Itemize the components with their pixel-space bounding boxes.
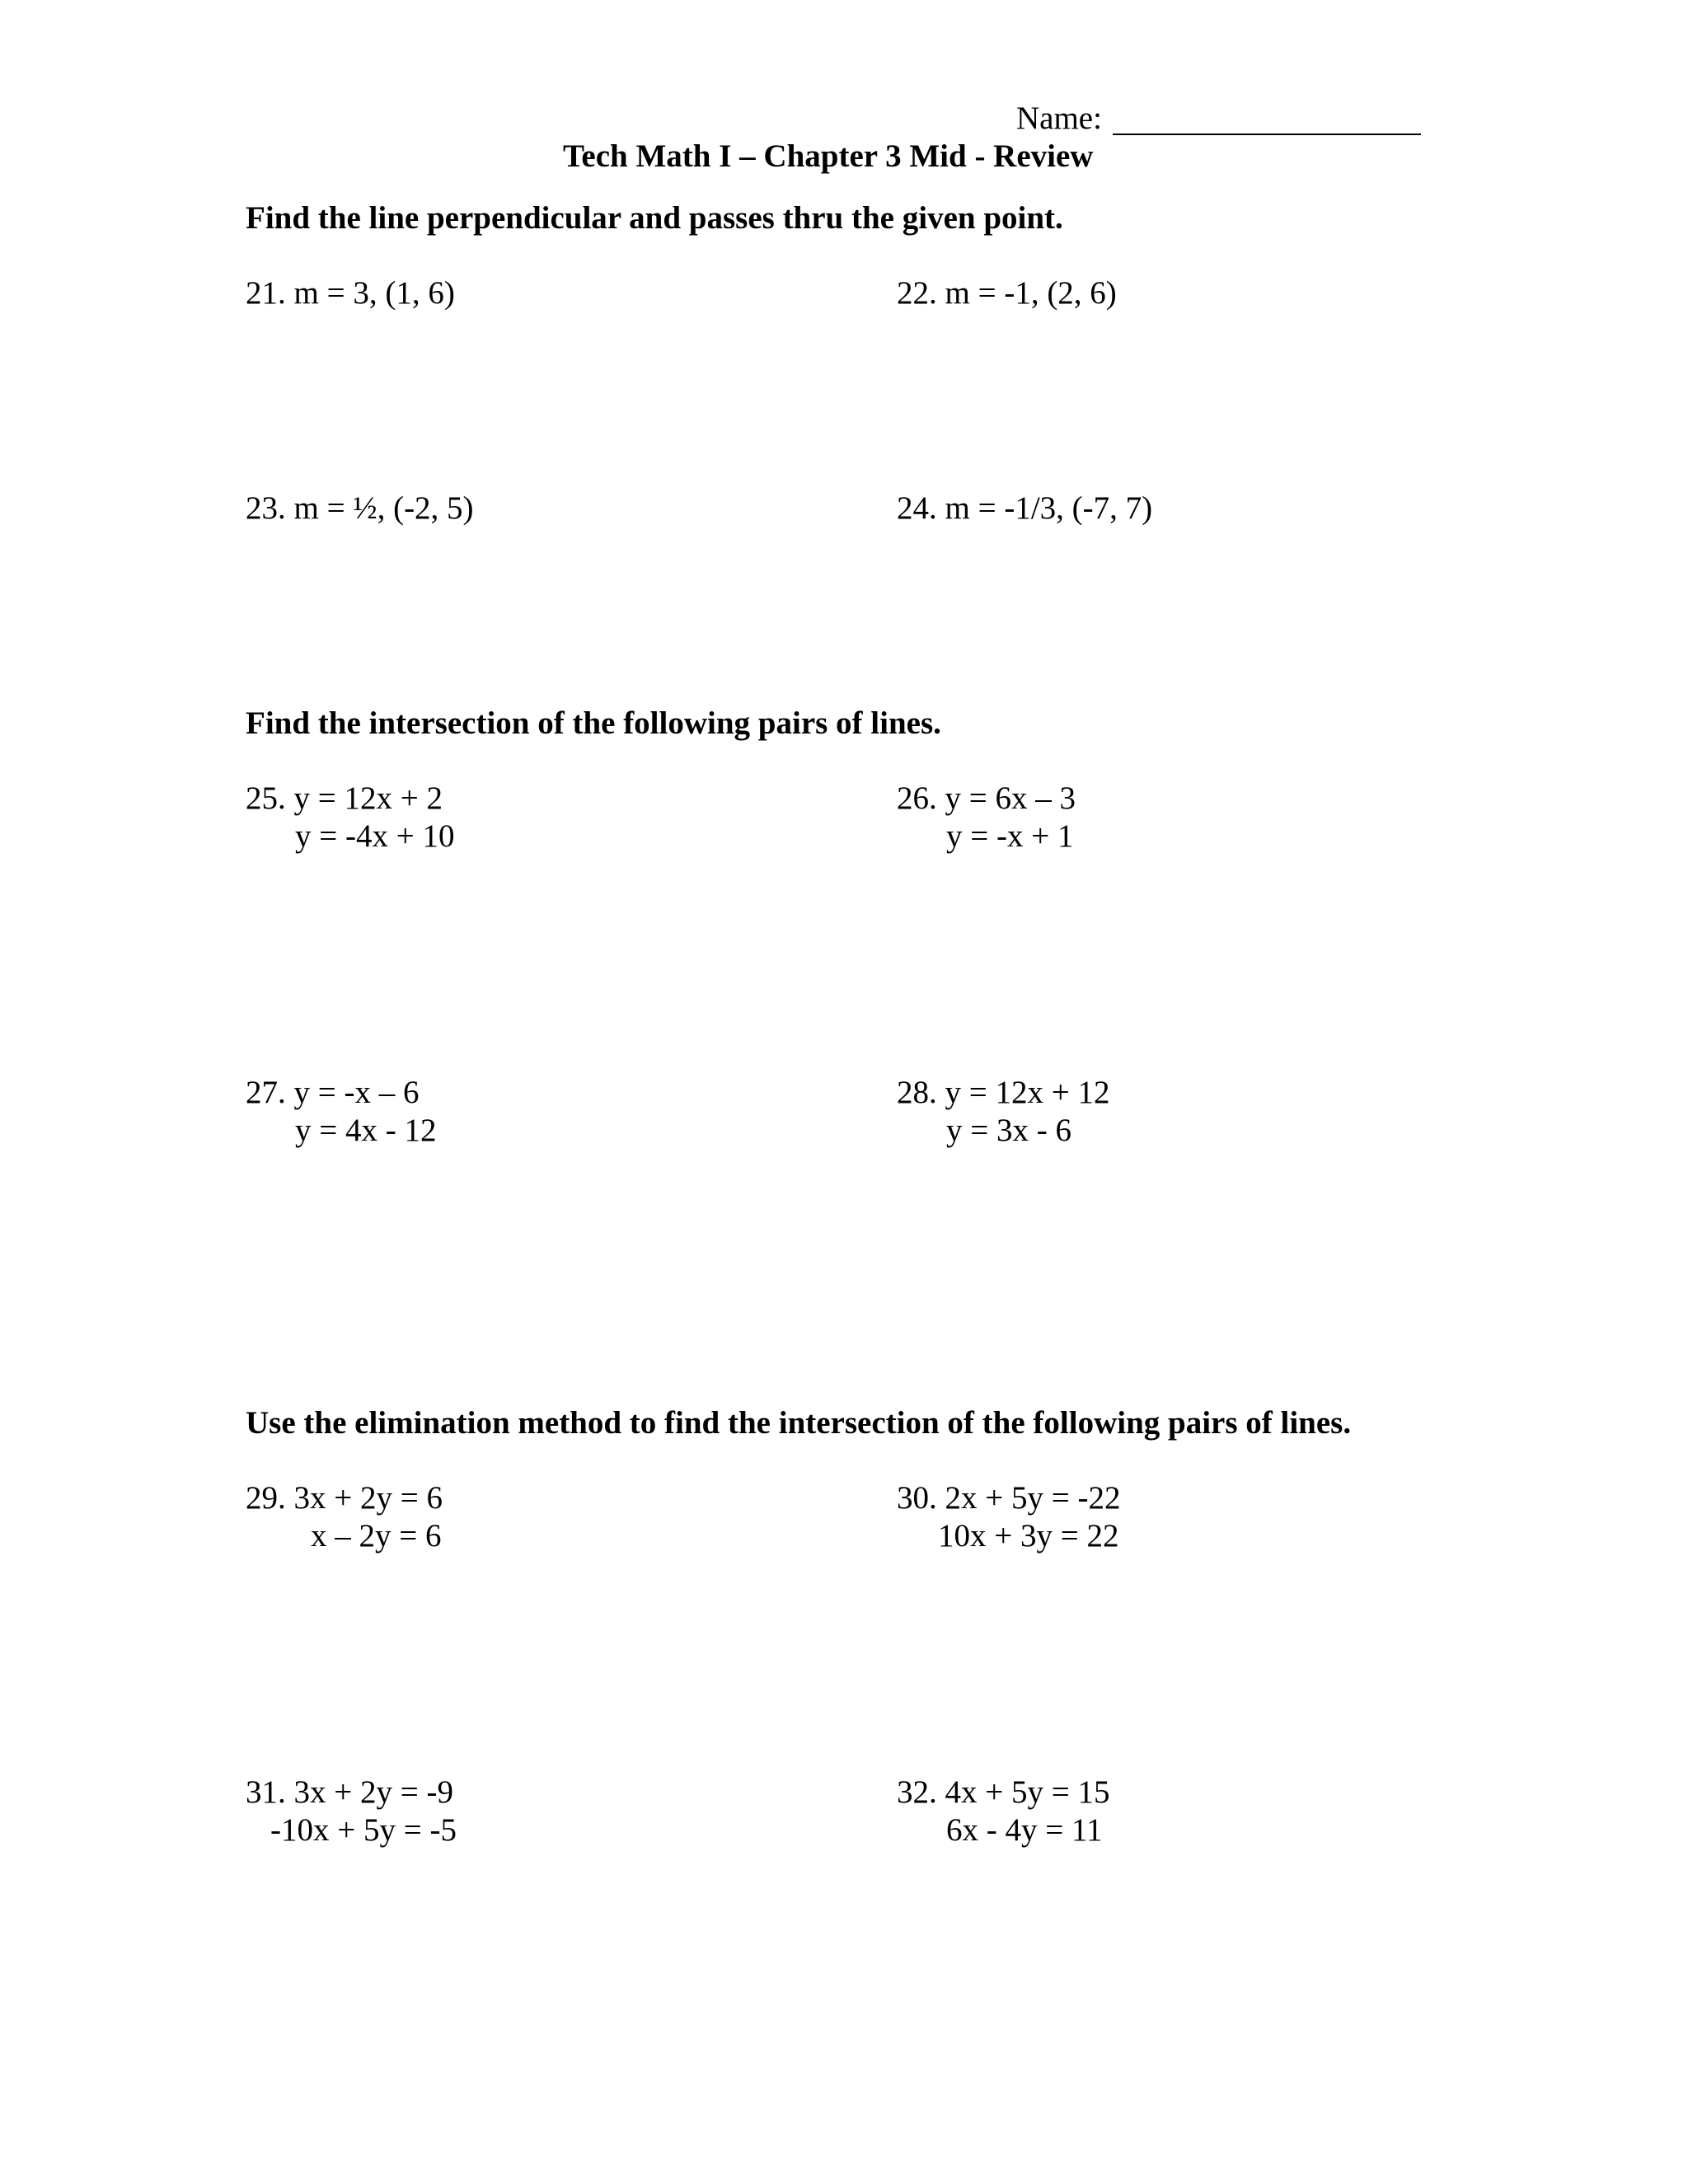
problem-29 xyxy=(246,1479,443,1555)
problem-text: y = -x – 6 xyxy=(293,1075,420,1110)
problem-number: 23. xyxy=(246,490,286,526)
problem-text: y = 6x – 3 xyxy=(945,780,1076,816)
problem-text: 3x + 2y = 6 xyxy=(293,1480,443,1516)
problem-30 xyxy=(897,1479,1120,1555)
problem-24 xyxy=(897,490,1152,527)
problem-text: y = -x + 1 xyxy=(946,818,1074,854)
problem-32 xyxy=(897,1774,1110,1849)
problem-text: m = ½, (-2, 5) xyxy=(293,490,474,526)
problem-text: 3x + 2y = -9 xyxy=(293,1774,453,1810)
problem-text: y = -4x + 10 xyxy=(295,818,455,854)
problem-number: 22. xyxy=(897,275,937,311)
problem-28 xyxy=(897,1074,1110,1150)
problem-number: 30. xyxy=(897,1480,937,1516)
section-instruction: Find the line perpendicular and passes thru the given point. xyxy=(246,200,1063,236)
problem-text: 10x + 3y = 22 xyxy=(938,1518,1119,1554)
problem-number: 29. xyxy=(246,1480,286,1516)
problem-26 xyxy=(897,780,1076,855)
problem-number: 24. xyxy=(897,490,937,526)
problem-22 xyxy=(897,274,1117,312)
problem-text: y = 3x - 6 xyxy=(946,1113,1071,1148)
name-input-line[interactable] xyxy=(1113,134,1421,135)
problem-text: y = 4x - 12 xyxy=(295,1113,437,1148)
problem-21 xyxy=(246,274,455,312)
problem-27 xyxy=(246,1074,436,1150)
problem-23 xyxy=(246,490,474,527)
problem-text: m = -1, (2, 6) xyxy=(945,275,1117,311)
section-instruction: Use the elimination method to find the intersection of the following pairs of lines. xyxy=(246,1405,1352,1441)
problem-text: m = 3, (1, 6) xyxy=(293,275,455,311)
problem-number: 26. xyxy=(897,780,937,816)
problem-text: 2x + 5y = -22 xyxy=(945,1480,1121,1516)
problem-number: 31. xyxy=(246,1774,286,1810)
problem-text: 4x + 5y = 15 xyxy=(945,1774,1110,1810)
problem-text: m = -1/3, (-7, 7) xyxy=(945,490,1153,526)
page-title: Tech Math I – Chapter 3 Mid - Review xyxy=(563,138,1094,174)
problem-number: 21. xyxy=(246,275,286,311)
problem-text: 6x - 4y = 11 xyxy=(946,1812,1103,1848)
problem-31 xyxy=(246,1774,457,1849)
problem-number: 27. xyxy=(246,1075,286,1110)
problem-text: y = 12x + 2 xyxy=(293,780,443,816)
problem-number: 32. xyxy=(897,1774,937,1810)
problem-number: 25. xyxy=(246,780,286,816)
problem-number: 28. xyxy=(897,1075,937,1110)
section-instruction: Find the intersection of the following pairs of lines. xyxy=(246,705,941,741)
problem-text: y = 12x + 12 xyxy=(945,1075,1110,1110)
name-label: Name: xyxy=(1016,101,1102,136)
problem-25 xyxy=(246,780,454,855)
problem-text: -10x + 5y = -5 xyxy=(270,1812,457,1848)
problem-text: x – 2y = 6 xyxy=(311,1518,442,1554)
